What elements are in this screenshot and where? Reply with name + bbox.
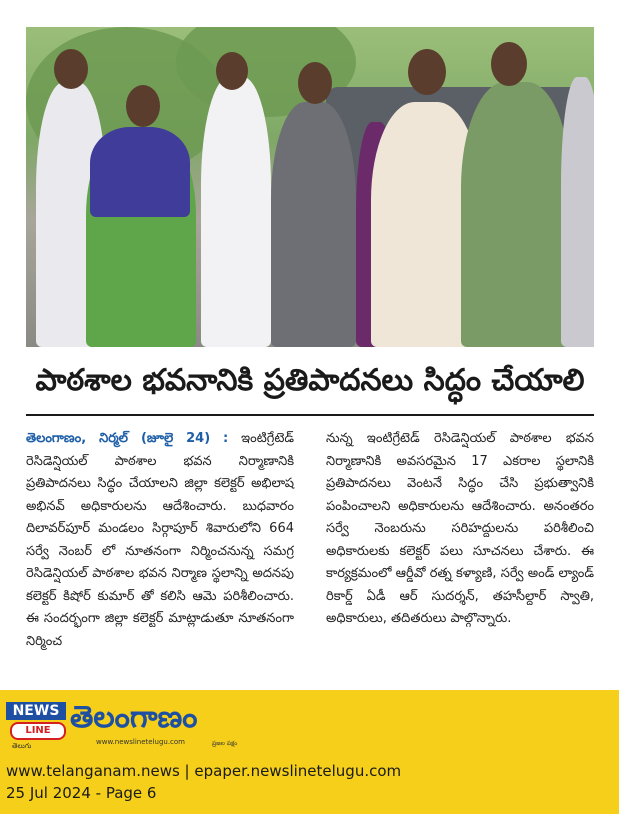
logo-line-text: LINE: [10, 722, 66, 740]
brand-name: తెలంగాణం: [70, 700, 198, 735]
logo-subtitle: తెలుగు: [12, 742, 32, 750]
article-text-left: ఇంటిగ్రేటెడ్ రెసిడెన్షియల్ పాఠశాల భవన నిర్మాణానికి ప్రతిపాదనలు సిద్ధం చేయాలని జిల్లా కలెక్టర్ అభిలాష అభినవ్ అధికారులను ఆదేశించారు. బుధవారం దిలావర్‌పూర్ మండలం సిర్గాపూర్ శివారులోని 664 సర్వే నెంబర్ లో నూతనంగా నిర్మించనున్న సమగ్ర రెసిడెన్షియల్ పాఠశాల భవన నిర్మాణ స్థలాన్ని అదనపు కలెక్టర్ కిషోర్ కుమార్ తో కలిసి ఆమె పరిశీలించారు. ఈ సందర్భంగా జిల్లా కలెక్టర్ మాట్లాడుతూ నూతనంగా నిర్మించ: [26, 431, 294, 649]
logo-news-text: NEWS: [6, 702, 66, 720]
footer-sites: www.telanganam.news | epaper.newslinetelugu.com: [6, 762, 402, 780]
news-photo: [26, 27, 594, 347]
brand-url: www.newslinetelugu.com: [96, 738, 185, 746]
headline-rule: [26, 414, 594, 416]
dateline: తెలంగాణం, నిర్మల్ (జూలై 24) :: [26, 431, 242, 446]
article-column-left: [26, 428, 294, 653]
newsline-logo: [6, 702, 66, 740]
article-column-right: [326, 428, 594, 631]
headline: పాఠశాల భవనానికి ప్రతిపాదనలు సిద్ధం చేయాలి: [35, 363, 585, 398]
footer-date-page: 25 Jul 2024 - Page 6: [6, 784, 157, 802]
article-text-right: నున్న ఇంటిగ్రేటెడ్ రెసిడెన్షియల్ పాఠశాల భవన నిర్మాణానికి అవసరమైన 17 ఎకరాల స్థలానికి ప్రతిపాదనలు వెంటనే సిద్ధం చేసి ప్రభుత్వానికి పంపించాలని అధికారులను ఆదేశించారు. అనంతరం సర్వే నెంబరును సరిహద్దులను పరిశీలించి అధికారులకు కలెక్టర్ పలు సూచనలు చేశారు. ఈ కార్యక్రమంలో ఆర్డీవో రత్న కళ్యాణి, సర్వే అండ్ ల్యాండ్ రికార్డ్ ఏడీ ఆర్ సుదర్శన్, తహసీల్దార్ స్వాతి, అధికారులు, తదితరులు పాల్గొన్నారు.: [326, 431, 594, 626]
footer-banner: [0, 690, 619, 814]
brand-tagline: ప్రజల పక్షం: [212, 740, 238, 747]
